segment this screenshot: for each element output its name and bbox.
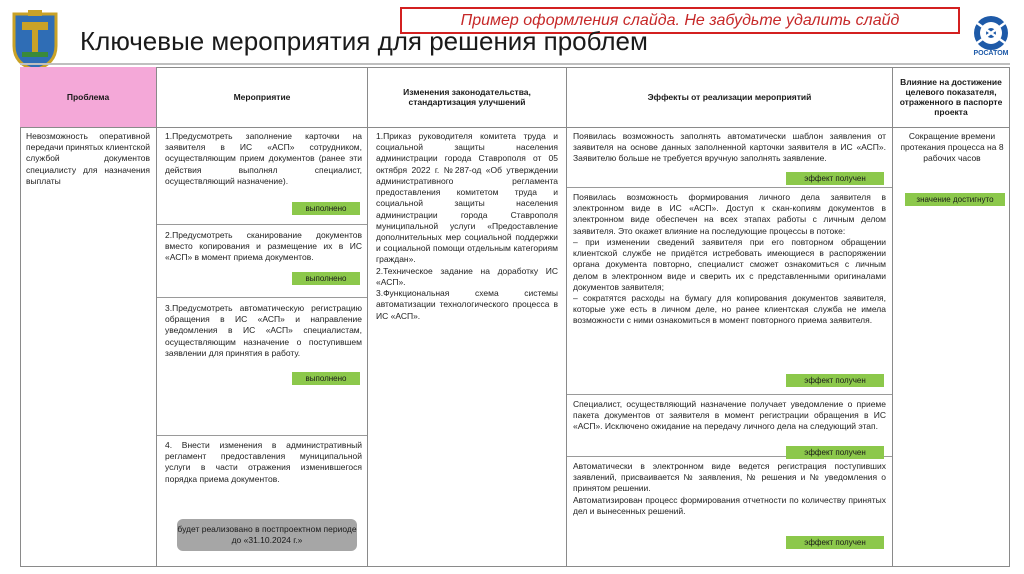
measure-3-status: выполнено	[292, 372, 360, 385]
effect-4-paragraph: Автоматизирован процесс формирования отчетности по количеству принятых дел и вынесенных решений.	[573, 494, 886, 516]
effect-4-badge: эффект получен	[786, 536, 884, 549]
header-effects: Эффекты от реализации мероприятий	[647, 91, 812, 102]
measure-2-status: выполнено	[292, 272, 360, 285]
effect-3-paragraph: Специалист, осуществляющий назначение получает уведомление о приеме пакета документов от заявителя в момент регистрации обращения в ИС «АСП». Исключено ожидание на передачу личного дела на следующий этап.	[573, 399, 886, 432]
problem-text: Невозможность оперативной передачи принятых клиентской службой документов специалисту для назначения выплаты	[26, 131, 150, 186]
measure-4-status-text: будет реализовано в постпроектном периоде до «31.10.2024 г.»	[177, 523, 357, 545]
measure-4-status	[177, 519, 357, 551]
measure-3-text: 3.Предусмотреть автоматическую регистрацию обращения в ИС «АСП» и направление уведомления в ИС «АСП» специалистам, осуществляющим назначение о поступившем заявлении для принятия в работу.	[165, 303, 362, 358]
header-divider	[20, 63, 1010, 65]
page-title: Ключевые мероприятия для решения проблем	[80, 26, 648, 56]
legislation-item-2: 2.Техническое задание на доработку ИС «АСП».	[376, 265, 558, 287]
measure-2-text: 2.Предусмотреть сканирование документов вместо копирования и размещение их в ИС «АСП» в момент приема документов.	[165, 230, 362, 263]
legislation-item-1: 1.Приказ руководителя комитета труда и социальной защиты населения администрации города Ставрополя от 05 октября 2022 г. №287-од «Об утверждении административного регламента предоставления комитетом труда и социальной защиты населения администрации города Ставрополя муниципальной услуги «Предоставление дополнительных мер социальной поддержки и социальной помощи отдельным категориям граждан».	[376, 131, 558, 265]
effect-1-text	[573, 131, 886, 165]
row-separator	[157, 224, 367, 225]
effect-2-paragraph: – сократятся расходы на бумагу для копирования документов заявителя, которые уже есть в личном деле, но ранее клиентская служба не имела возможности с ними ознакомиться в момент повторного приема заявителя.	[573, 292, 886, 326]
header-legislation: Изменения законодательства, стандартизация улучшений	[403, 86, 531, 107]
column-divider	[566, 67, 567, 567]
row-separator	[157, 297, 367, 298]
header-measure: Мероприятие	[233, 91, 291, 102]
measure-4-text: 4. Внести изменения в административный регламент предоставления муниципальной услуги в части отражения изменившегося порядка приема документов.	[165, 440, 362, 484]
rosatom-logo-text: РОСАТОМ	[973, 50, 1009, 57]
effect-2-text	[573, 192, 886, 327]
row-separator	[157, 435, 367, 436]
legislation-item-3: 3.Функциональная схема системы автоматизации технологического процесса в ИС «АСП».	[376, 288, 558, 321]
effect-2-badge: эффект получен	[786, 374, 884, 387]
effect-4-text	[573, 461, 886, 517]
measure-1-text: 1.Предусмотреть заполнение карточки на заявителя в ИС «АСП» сотрудником, осуществляющим прием документов (ранее эти действия выполнял специалист, осуществляющий назначение).	[165, 131, 362, 186]
header-bottom-line	[20, 127, 1010, 128]
header-problem: Проблема	[66, 91, 110, 102]
legislation-text	[376, 131, 558, 322]
effect-3-badge: эффект получен	[786, 446, 884, 459]
row-separator	[567, 187, 892, 188]
effect-2-paragraph: – при изменении сведений заявителя при его повторном обращении клиентской службе не придётся истребовать имеющиеся в распоряжении органа документа повторно, специалист сможет ознакомиться с личным делом в электронном виде и сверить их с представленными оригиналами документов заявителя;	[573, 236, 886, 292]
header-impact: Влияние на достижение целевого показателя, отраженного в паспорте проекта	[899, 76, 1003, 118]
measure-1-status: выполнено	[292, 202, 360, 215]
column-divider	[892, 67, 893, 567]
effect-1-badge: эффект получен	[786, 172, 884, 185]
row-separator	[567, 394, 892, 395]
slide-reminder: Пример оформления слайда. Не забудьте удалить слайд	[400, 7, 960, 34]
column-divider	[156, 67, 157, 567]
effect-1-paragraph: Появилась возможность заполнять автоматически шаблон заявления от заявителя на основе данных заполненной карточки заявителя в ИС «АСП». Заявителю больше не требуется вручную заполнять заявление.	[573, 131, 886, 164]
column-divider	[367, 67, 368, 567]
effect-3-text	[573, 399, 886, 433]
impact-text: Сокращение времени протекания процесса на 8 рабочих часов	[900, 131, 1004, 164]
effect-2-paragraph: Появилась возможность формирования личного дела заявителя в электронном виде в ИС «АСП». Доступ к скан-копиям документов в электронном виде обеспечен на всех этапах работы с личным делом заявителя. Это окажет влияние на последующие процессы в потоке:	[573, 192, 886, 236]
impact-badge: значение достигнуто	[905, 193, 1005, 206]
effect-4-paragraph: Автоматически в электронном виде ведется регистрация поступивших заявлений, присваивается № заявления, № решения и № уведомления о принятом решении.	[573, 461, 886, 494]
